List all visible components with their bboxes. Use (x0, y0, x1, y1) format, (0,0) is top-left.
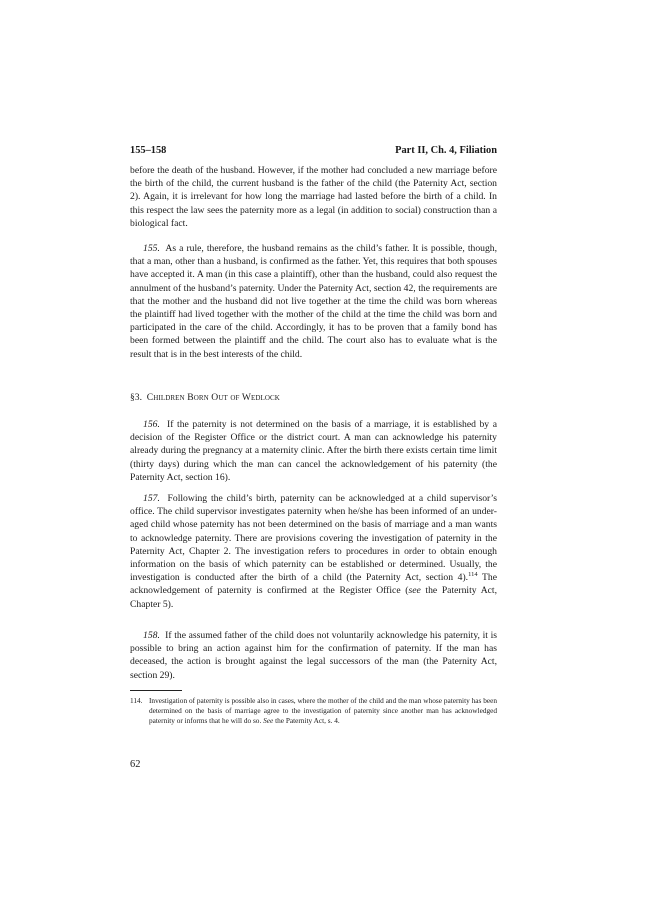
paragraph-155-number: 155. (143, 243, 160, 254)
document-page (130, 0, 497, 920)
footnote-see: See (263, 716, 274, 725)
footnote-text-b: the Paternity Act, s. 4. (273, 716, 340, 725)
paragraph-155-text: As a rule, therefore, the husband remains as the child’s father. It is possible, though, that a man, other than a husband, is confirmed as the father. Yet, this requires that both spouses have accepted it. A man (in this case a plaintiff), other than the husband, could also request the annulment of the husband’s paternity. Under the Paternity Act, section 42, the requirements are that the mother and the husband did not live together at the time the child was born whereas the plaintiff had lived together with the mother of the child at the time the child was born and participated in the care of the child. Accordingly, it has to be proven that a family bond has been formed between the plaintiff and the child. The court also has to evaluate what is the result that is in the best interests of the child. (130, 243, 497, 360)
running-header (130, 144, 497, 158)
header-chapter-title: Part II, Ch. 4, Filiation (395, 145, 497, 156)
header-section-range: 155–158 (130, 145, 167, 156)
footnote-114 (130, 696, 497, 726)
section-heading (130, 391, 280, 404)
paragraph-158 (130, 629, 497, 682)
paragraph-157-see: see (408, 585, 421, 597)
paragraph-156-number: 156. (143, 419, 160, 430)
paragraph-157-number: 157. (143, 493, 160, 504)
section-title: Children Born Out of Wedlock (146, 392, 280, 403)
paragraph-156-text: If the paternity is not determined on the basis of a marriage, it is established by a decision of the Register Office or the district court. A man can acknowledge his paternity already during the pregnancy at a maternity clinic. After the birth there exists certain time limit (thirty days) during which the man can cancel the acknowledgement of his paternity (the Paternity Act, section 16). (130, 419, 497, 483)
paragraph-157-text-b: The acknowledgement of paternity is confirmed at the Register Office ( (130, 572, 498, 597)
paragraph-157-text-a: Following the child’s birth, paternity can be acknowledged at a child supervisor’s office. The child supervisor investigates paternity when he/she has been informed of an under-aged child whose paternity has not been determined on the basis of marriage and a man wants to acknowledge paternity. There are provisions covering the investigation of paternity in the Paternity Act, Chapter 2. The investigation refers to procedures in order to obtain enough information on the basis of which paternity can be established or determined. Usually, the investigation is conducted after the birth of a child (the Paternity Act, section 4). (130, 493, 498, 584)
footnote-reference[interactable]: 114 (468, 571, 478, 578)
paragraph-155 (130, 242, 497, 361)
paragraph-157-text-c: the Paternity Act, Chapter 5). (130, 585, 497, 610)
section-number: §3. (130, 392, 142, 403)
paragraph-158-text: If the assumed father of the child does not voluntarily acknowledge his paternity, it is possible to bring an action against him for the confirmation of paternity. If the man has deceased, the action is brought against the legal successors of the man (the Paternity Act, section 29). (130, 630, 497, 681)
paragraph-157 (130, 492, 497, 611)
page-number: 62 (130, 759, 141, 770)
paragraph-intro (130, 164, 497, 230)
footnote-divider (130, 690, 182, 691)
footnote-text-a: Investigation of paternity is possible also in cases, where the mother of the child and the man whose paternity has been determined on the basis of marriage agree to the investigation of paternity since another man has acknowledged paternity or informs that he will do so. (149, 696, 497, 725)
footnote-number: 114. (130, 696, 143, 705)
paragraph-intro-text: before the death of the husband. However, if the mother had concluded a new marriage before the birth of the child, the current husband is the father of the child (the Paternity Act, section 2). Again, it is irrelevant for how long the marriage had lasted before the birth of a child. In this respect the law sees the paternity more as a legal (in addition to social) construction than a biological fact. (130, 165, 497, 229)
paragraph-156 (130, 418, 497, 484)
paragraph-158-number: 158. (143, 630, 160, 641)
